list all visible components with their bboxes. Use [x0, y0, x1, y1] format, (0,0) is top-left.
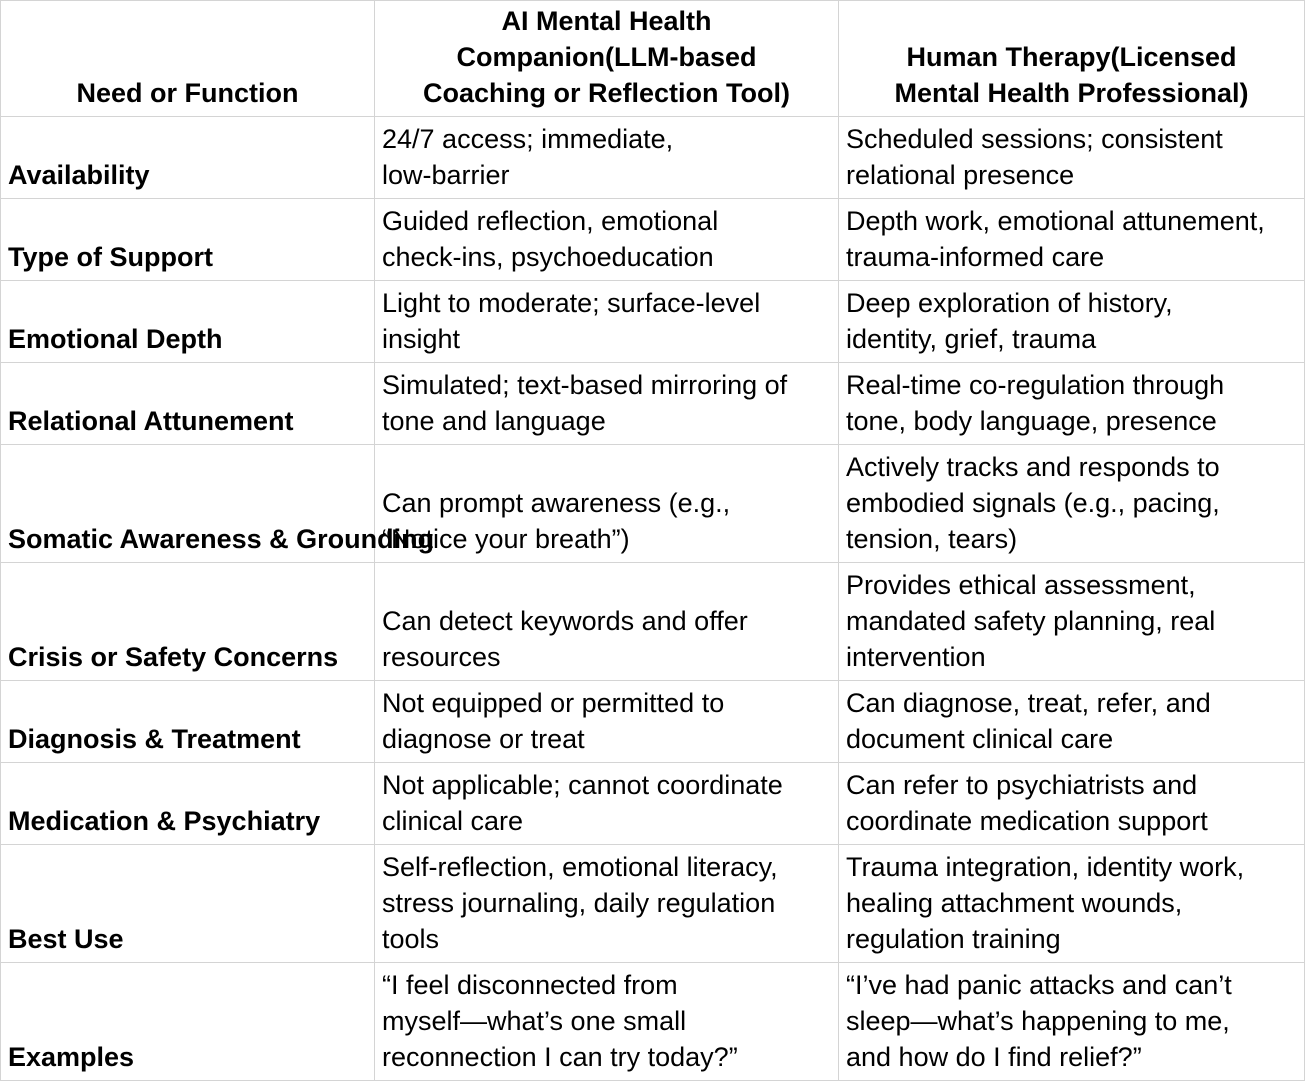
- row-need-cell[interactable]: Crisis or Safety Concerns: [1, 563, 375, 681]
- row-human-cell[interactable]: “I’ve had panic attacks and can’t sleep—what’s happening to me, and how do I find relief?”: [839, 963, 1305, 1081]
- row-ai-cell[interactable]: 24/7 access; immediate, low-barrier: [375, 117, 839, 199]
- row-human-cell[interactable]: Trauma integration, identity work, healing attachment wounds, regulation training: [839, 845, 1305, 963]
- row-ai-cell[interactable]: Can prompt awareness (e.g., “Notice your breath”): [375, 445, 839, 563]
- row-need-cell[interactable]: Examples: [1, 963, 375, 1081]
- row-ai-cell[interactable]: Self-reflection, emotional literacy, stress journaling, daily regulation tools: [375, 845, 839, 963]
- row-need-cell[interactable]: Diagnosis & Treatment: [1, 681, 375, 763]
- row-human-cell[interactable]: Depth work, emotional attunement, trauma-informed care: [839, 199, 1305, 281]
- table-row-somatic-awareness: [1, 445, 1305, 563]
- row-human-cell[interactable]: Deep exploration of history, identity, grief, trauma: [839, 281, 1305, 363]
- table-row-relational-attunement: [1, 363, 1305, 445]
- row-human-cell[interactable]: Provides ethical assessment, mandated safety planning, real intervention: [839, 563, 1305, 681]
- row-need-cell[interactable]: Medication & Psychiatry: [1, 763, 375, 845]
- table-row-type-of-support: [1, 199, 1305, 281]
- row-need-cell[interactable]: Type of Support: [1, 199, 375, 281]
- table-row-examples: [1, 963, 1305, 1081]
- row-ai-cell[interactable]: “I feel disconnected from myself—what’s one small reconnection I can try today?”: [375, 963, 839, 1081]
- table-row-best-use: [1, 845, 1305, 963]
- row-need-cell[interactable]: Emotional Depth: [1, 281, 375, 363]
- row-need-cell[interactable]: Availability: [1, 117, 375, 199]
- row-ai-cell[interactable]: Not applicable; cannot coordinate clinical care: [375, 763, 839, 845]
- row-ai-cell[interactable]: Simulated; text-based mirroring of tone and language: [375, 363, 839, 445]
- header-row: [1, 1, 1305, 117]
- row-ai-cell[interactable]: Guided reflection, emotional check-ins, psychoeducation: [375, 199, 839, 281]
- header-need-or-function[interactable]: Need or Function: [1, 1, 375, 117]
- table-row-medication-psychiatry: [1, 763, 1305, 845]
- row-human-cell[interactable]: Actively tracks and responds to embodied signals (e.g., pacing, tension, tears): [839, 445, 1305, 563]
- table-row-crisis-safety: [1, 563, 1305, 681]
- header-human-therapy[interactable]: Human Therapy(Licensed Mental Health Professional): [839, 1, 1305, 117]
- row-ai-cell[interactable]: Not equipped or permitted to diagnose or treat: [375, 681, 839, 763]
- row-human-cell[interactable]: Scheduled sessions; consistent relational presence: [839, 117, 1305, 199]
- table-row-emotional-depth: [1, 281, 1305, 363]
- header-ai-companion[interactable]: AI Mental Health Companion(LLM-based Coaching or Reflection Tool): [375, 1, 839, 117]
- row-need-cell[interactable]: Relational Attunement: [1, 363, 375, 445]
- row-need-cell[interactable]: Best Use: [1, 845, 375, 963]
- row-ai-cell[interactable]: Light to moderate; surface-level insight: [375, 281, 839, 363]
- row-need-cell[interactable]: Somatic Awareness & Grounding: [1, 445, 375, 563]
- row-human-cell[interactable]: Real-time co-regulation through tone, body language, presence: [839, 363, 1305, 445]
- table-row-availability: [1, 117, 1305, 199]
- row-human-cell[interactable]: Can diagnose, treat, refer, and document clinical care: [839, 681, 1305, 763]
- row-human-cell[interactable]: Can refer to psychiatrists and coordinate medication support: [839, 763, 1305, 845]
- table-row-diagnosis-treatment: [1, 681, 1305, 763]
- row-ai-cell[interactable]: Can detect keywords and offer resources: [375, 563, 839, 681]
